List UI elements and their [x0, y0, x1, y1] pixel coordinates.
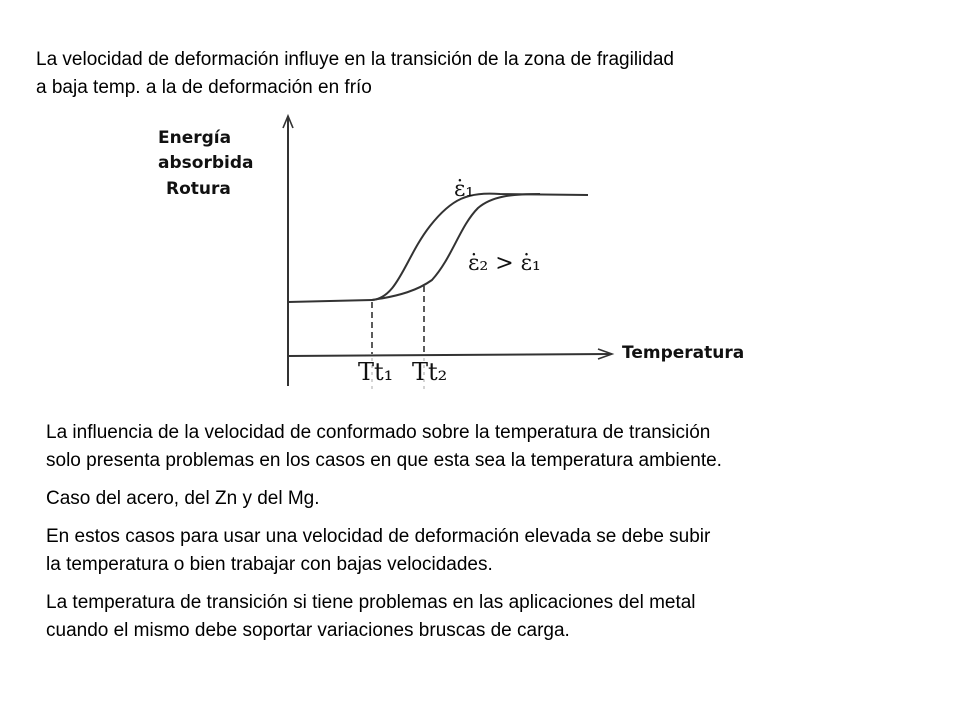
curve-2-label: ε̇₂ > ε̇₁ [468, 251, 541, 276]
paragraph-3-line-1: En estos casos para usar una velocidad de deformación elevada se debe subir [46, 526, 711, 547]
transition-graph [140, 108, 780, 400]
y-axis-label-line-2: absorbida [158, 153, 254, 173]
curve-strain-rate-2 [372, 194, 540, 300]
tick-label-tt1: Tt₁ [358, 358, 394, 386]
y-axis-label-line-3: Rotura [166, 179, 231, 199]
transition-temperature-figure [140, 108, 780, 400]
x-axis [288, 354, 610, 356]
paragraph-3 [46, 523, 926, 579]
curve-1-label: ε̇₁ [454, 177, 475, 202]
paragraph-2-line-1: Caso del acero, del Zn y del Mg. [46, 488, 320, 509]
paragraph-4 [46, 589, 926, 645]
paragraph-4-line-2: cuando el mismo debe soportar variaciones bruscas de carga. [46, 620, 570, 641]
title-line-2: a baja temp. a la de deformación en frío [36, 77, 372, 98]
title-line-1: La velocidad de deformación influye en la transición de la zona de fragilidad [36, 49, 674, 70]
paragraph-2 [46, 485, 926, 513]
explanation-text [46, 419, 926, 655]
tick-label-tt2: Tt₂ [412, 358, 448, 386]
y-axis-label-line-1: Energía [158, 128, 232, 148]
lower-shelf-line [288, 300, 372, 302]
curve-strain-rate-1 [372, 194, 588, 300]
paragraph-1-line-2: solo presenta problemas en los casos en que esta sea la temperatura ambiente. [46, 450, 722, 471]
paragraph-3-line-2: la temperatura o bien trabajar con bajas velocidades. [46, 554, 493, 575]
slide-title [36, 46, 916, 102]
paragraph-4-line-1: La temperatura de transición si tiene problemas en las aplicaciones del metal [46, 592, 696, 613]
paragraph-1 [46, 419, 926, 475]
x-axis-label: Temperatura [622, 343, 745, 363]
paragraph-1-line-1: La influencia de la velocidad de conformado sobre la temperatura de transición [46, 422, 711, 443]
